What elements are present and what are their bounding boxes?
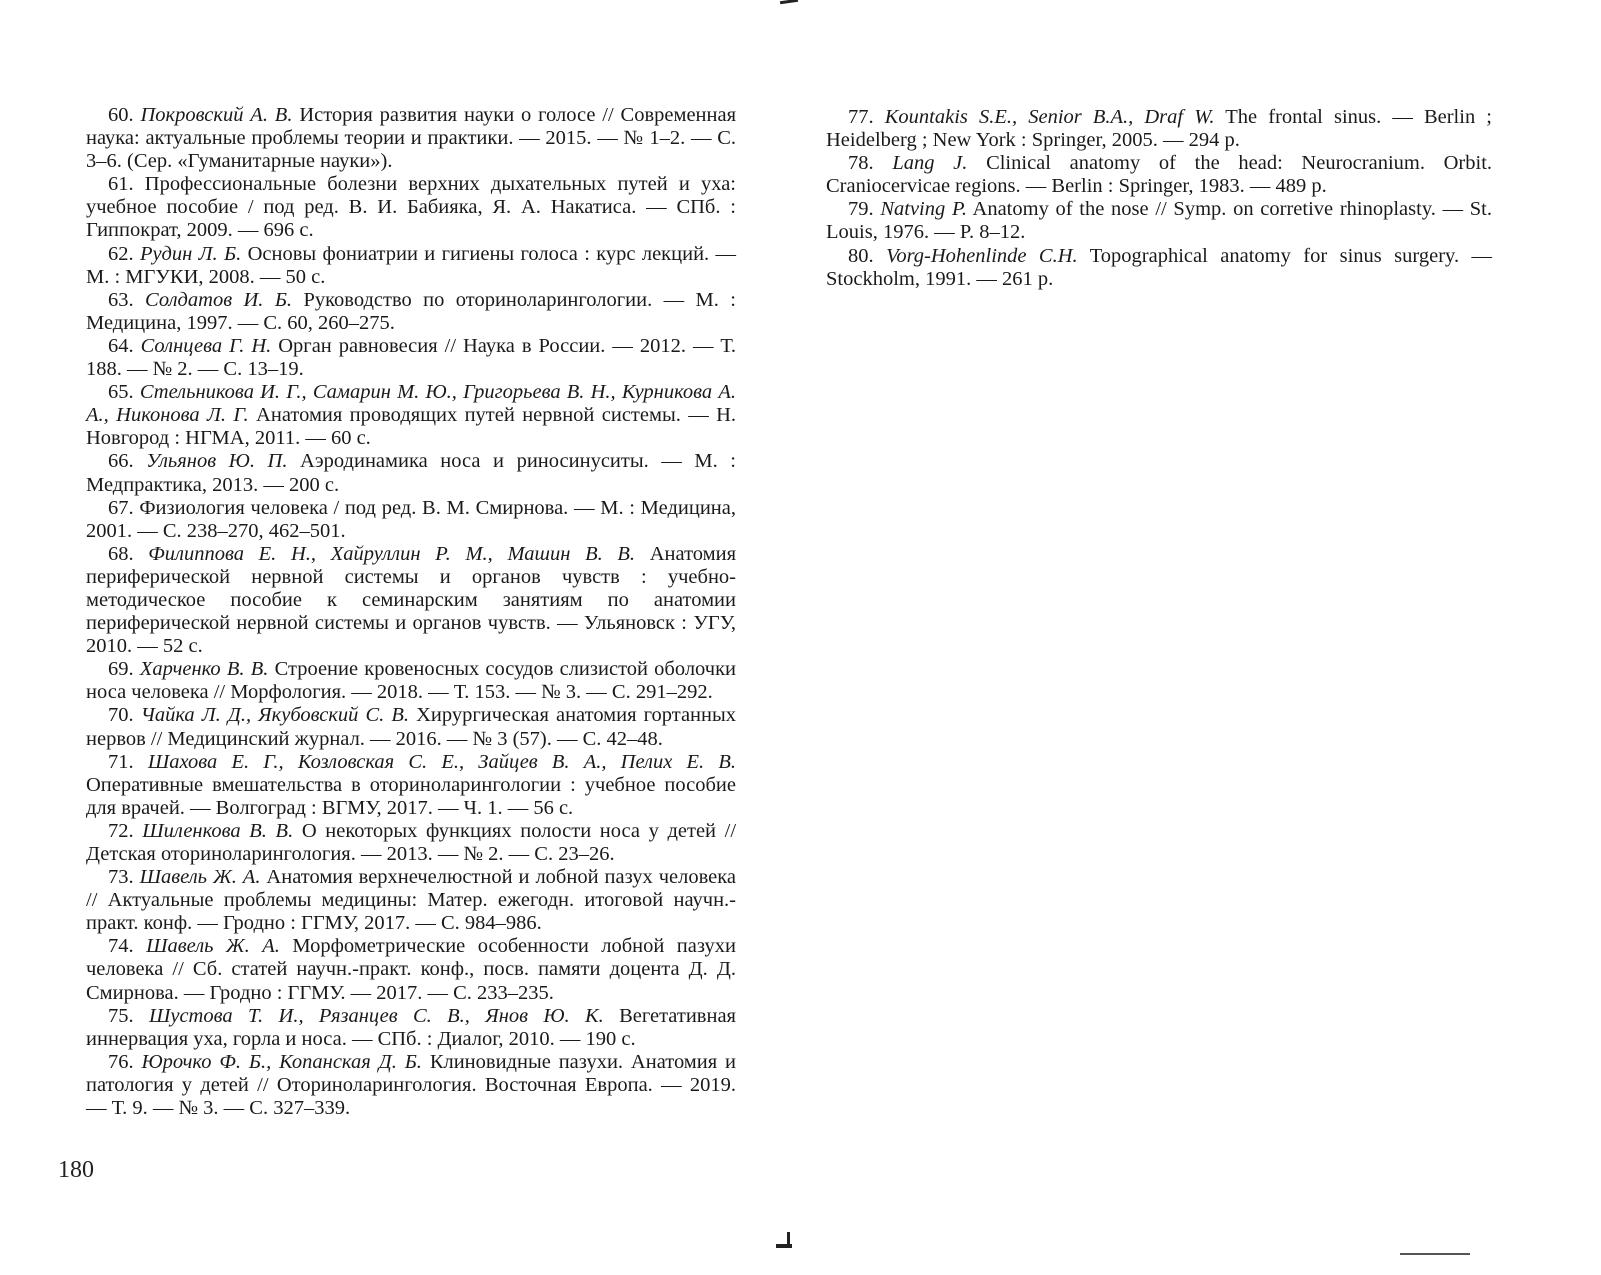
reference-63: 63. Солдатов И. Б. Руководство по оториноларингологии. — М. : Медицина, 1997. — С. 60, 260–275. <box>86 288 736 334</box>
page-number: 180 <box>58 1157 94 1183</box>
references-column-left <box>86 104 736 1120</box>
reference-71: 71. Шахова Е. Г., Козловская С. Е., Зайцев В. А., Пелих Е. В. Оперативные вмешательства в оториноларингологии : учебное пособие для врачей. — Волгоград : ВГМУ, 2017. — Ч. 1. — 56 с. <box>86 750 736 819</box>
reference-68: 68. Филиппова Е. Н., Хайруллин Р. М., Машин В. В. Анатомия периферической нервной системы и органов чувств : учебно-методическое пособие к семинарским занятиям по анатомии периферической нервной системы и органов чувств. — Ульяновск : УГУ, 2010. — 52 с. <box>86 542 736 658</box>
reference-67: 67. Физиология человека / под ред. В. М. Смирнова. — М. : Медицина, 2001. — С. 238–270, 462–501. <box>86 496 736 542</box>
references-column-right <box>826 106 1492 291</box>
reference-80: 80. Vorg-Hohenlinde C.H. Topographical anatomy for sinus surgery. — Stockholm, 1991. — 261 p. <box>826 244 1492 290</box>
reference-79: 79. Natving P. Anatomy of the nose // Symp. on corretive rhinoplasty. — St. Louis, 1976. — P. 8–12. <box>826 198 1493 244</box>
right-page <box>800 0 1601 1275</box>
reference-73: 73. Шавель Ж. А. Анатомия верхнечелюстной и лобной пазух человека // Актуальные проблемы медицины: Матер. ежегодн. итоговой научн.-практ. конф. — Гродно : ГГМУ, 2017. — С. 984–986. <box>86 866 737 935</box>
reference-78: 78. Lang J. Clinical anatomy of the head: Neurocranium. Orbit. Craniocervicae regions. — Berlin : Springer, 1983. — 489 p. <box>826 152 1493 198</box>
reference-64: 64. Солнцева Г. Н. Орган равновесия // Наука в России. — 2012. — Т. 188. — № 2. — С. 13–19. <box>86 334 737 381</box>
reference-62: 62. Рудин Л. Б. Основы фониатрии и гигиены голоса : курс лекций. — М. : МГУКИ, 2008. — 50 с. <box>86 242 737 288</box>
reference-70: 70. Чайка Л. Д., Якубовский С. В. Хирургическая анатомия гортанных нервов // Медицинский журнал. — 2016. — № 3 (57). — С. 42–48. <box>86 704 737 750</box>
reference-61: 61. Профессиональные болезни верхних дыхательных путей и уха: учебное пособие / под ред. В. И. Бабияка, Я. А. Накатиса. — СПб. : Гиппократ, 2009. — 696 с. <box>86 173 736 242</box>
binding-mark-bottom <box>776 1244 792 1248</box>
reference-65: 65. Стельникова И. Г., Самарин М. Ю., Григорьева В. Н., Курникова А. А., Никонова Л. Г. Анатомия проводящих путей нервной системы. — Н. Новгород : НГМА, 2011. — 60 с. <box>86 381 737 450</box>
left-page <box>0 0 800 1275</box>
reference-74: 74. Шавель Ж. А. Морфометрические особенности лобной пазухи человека // Сб. статей научн.-практ. конф., посв. памяти доцента Д. Д. Смирнова. — Гродно : ГГМУ. — 2017. — С. 233–235. <box>86 935 737 1004</box>
reference-66: 66. Ульянов Ю. П. Аэродинамика носа и риносинуситы. — М. : Медпрактика, 2013. — 200 с. <box>86 450 737 496</box>
reference-60: 60. Покровский А. В. История развития науки о голосе // Современная наука: актуальные проблемы теории и практики. — 2015. — № 1–2. — С. 3–6. (Сер. «Гуманитарные науки»). <box>86 104 737 173</box>
reference-72: 72. Шиленкова В. В. О некоторых функциях полости носа у детей // Детская оториноларингология. — 2013. — № 2. — С. 23–26. <box>86 819 737 865</box>
reference-75: 75. Шустова Т. И., Рязанцев С. В., Янов Ю. К. Вегетативная иннервация уха, горла и носа. — СПб. : Диалог, 2010. — 190 с. <box>86 1004 736 1050</box>
reference-69: 69. Харченко В. В. Строение кровеносных сосудов слизистой оболочки носа человека // Морфология. — 2018. — Т. 153. — № 3. — С. 291–292. <box>86 658 737 704</box>
reference-77: 77. Kountakis S.E., Senior B.A., Draf W. The frontal sinus. — Berlin ; Heidelberg ; New York : Springer, 2005. — 294 p. <box>826 106 1492 152</box>
reference-76: 76. Юрочко Ф. Б., Копанская Д. Б. Клиновидные пазухи. Анатомия и патология у детей // Оториноларингология. Восточная Европа. — 2019. — Т. 9. — № 3. — С. 327–339. <box>86 1050 737 1120</box>
scan-edge-line <box>1400 1253 1470 1255</box>
